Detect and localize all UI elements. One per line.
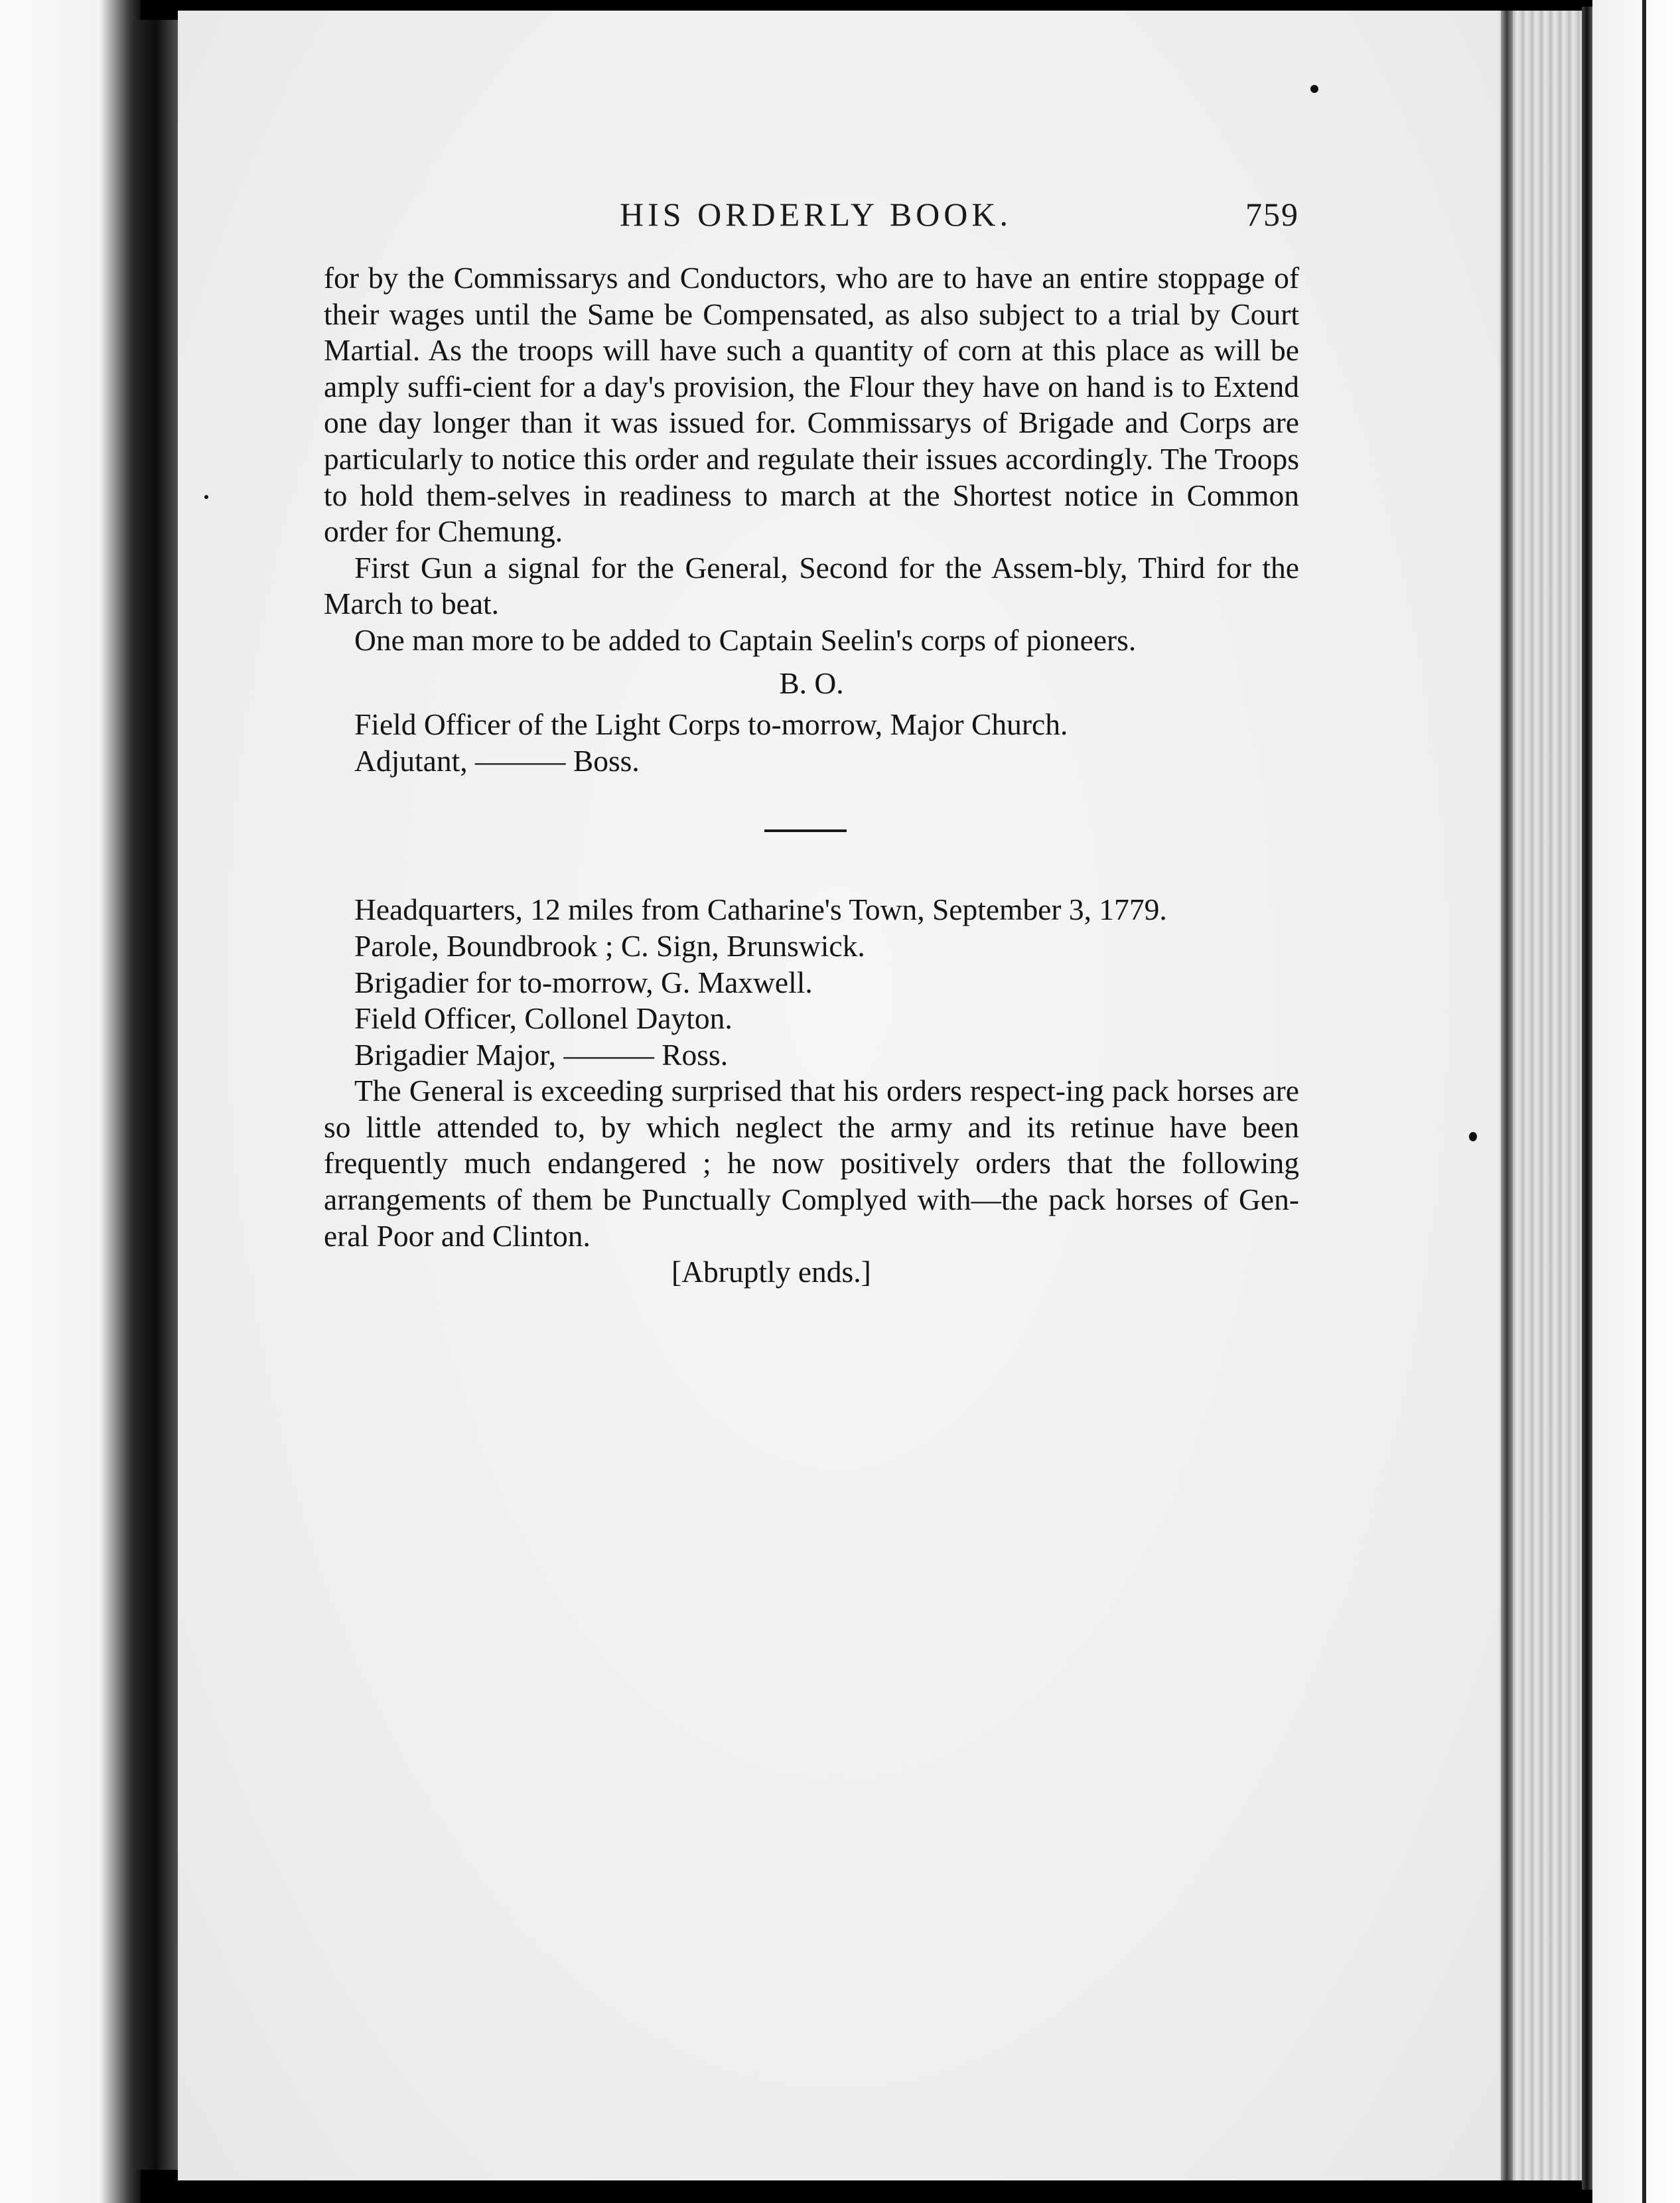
paragraph-parole: Parole, Boundbrook ; C. Sign, Brunswick. xyxy=(354,928,865,963)
paragraph-field-officer: Field Officer, Collonel Dayton. xyxy=(354,1001,733,1036)
page-body xyxy=(324,260,1299,1291)
left-page-edge xyxy=(0,0,141,2203)
paragraph-adjutant: Adjutant, ——— Boss. xyxy=(354,743,640,778)
binding-shadow xyxy=(133,20,179,2170)
page-edge-shadow xyxy=(1501,11,1513,2180)
paragraph-commissarys-order: for by the Commissarys and Conductors, who are to have an entire stoppage of their wages until the Same be Compensated, as also subject to a trial by Court Martial. As the troops will have such a quantity of corn at this place as will be amply suffi-cient for a day's provision, the Flour they have on hand is to Extend one day longer than it was issued for. Commissarys of Brigade and Corps are particularly to notice this order and regulate their issues accordingly. The Troops to hold them-selves in readiness to march at the Shortest notice in Common order for Chemung. xyxy=(324,261,1299,549)
paragraph-abruptly-ends: [Abruptly ends.] xyxy=(671,1255,871,1289)
page-number: 759 xyxy=(1245,196,1299,233)
paragraph-pioneers: One man more to be added to Captain Seelin's corps of pioneers. xyxy=(354,622,1137,657)
dust-speck xyxy=(1310,85,1318,93)
paragraph-headquarters-dateline: Headquarters, 12 miles from Catharine's Town, September 3, 1779. xyxy=(354,892,1167,927)
running-head-title: HIS ORDERLY BOOK. xyxy=(620,196,1012,233)
cover-edge xyxy=(1582,7,1592,2190)
brigade-orders-heading: B. O. xyxy=(779,666,844,700)
dust-speck xyxy=(204,495,208,499)
running-head xyxy=(324,195,1299,235)
scan-border-line xyxy=(1642,0,1646,2203)
paragraph-field-officer-light-corps: Field Officer of the Light Corps to-morrow, Major Church. xyxy=(354,707,1068,742)
scan-background xyxy=(1592,0,1680,2203)
dust-speck xyxy=(1469,1132,1477,1141)
section-divider xyxy=(764,829,847,832)
paragraph-pack-horses-order: The General is exceeding surprised that his orders respect-ing pack horses are so little attended to, by which neglect the army and its retinue have been frequently much endangered ; he now positively orders that the following arrangements of them be Punctually Complyed with—the pack horses of Gen-eral Poor and Clinton. xyxy=(324,1074,1299,1253)
paragraph-brigadier: Brigadier for to-morrow, G. Maxwell. xyxy=(354,965,813,999)
paragraph-signal-guns: First Gun a signal for the General, Second for the Assem-bly, Third for the March to beat. xyxy=(324,550,1299,621)
paragraph-brigadier-major: Brigadier Major, ——— Ross. xyxy=(354,1037,729,1072)
